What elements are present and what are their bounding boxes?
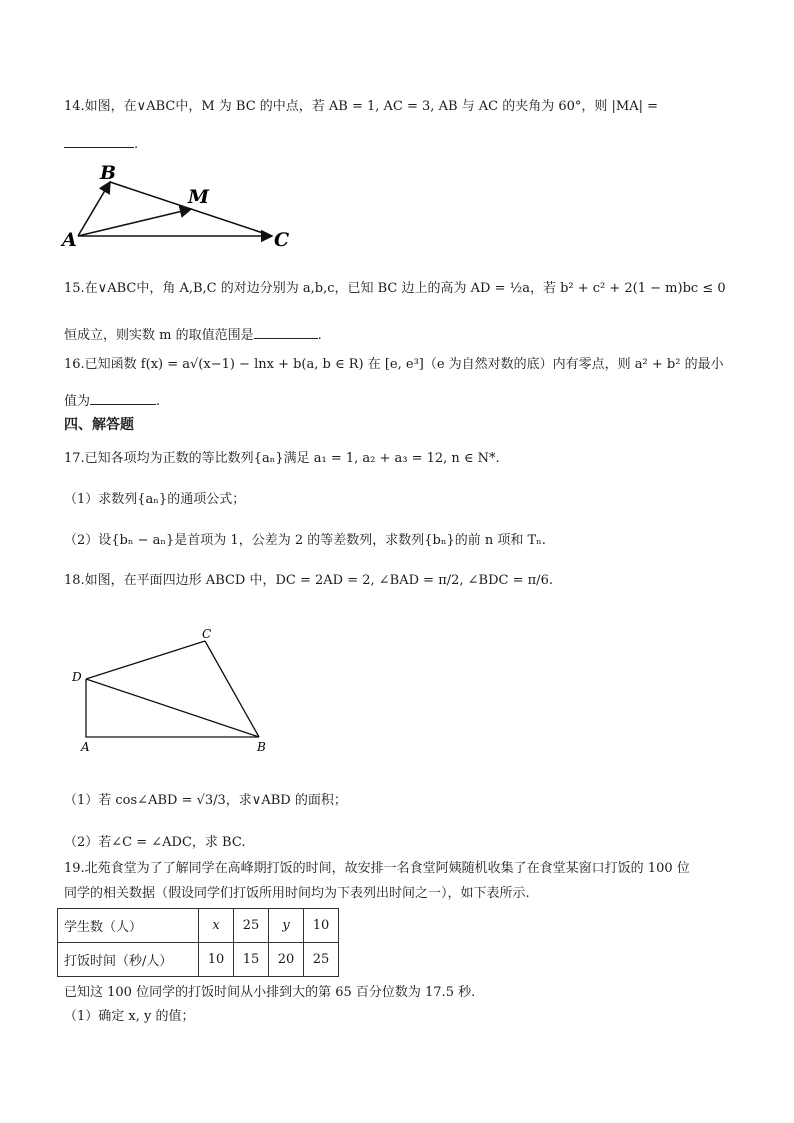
- q18-label-A: A: [81, 740, 90, 754]
- q15-stem: 15.在∨ABC中，角 A,B,C 的对边分别为 a,b,c，已知 BC 边上的高为 AD = ½a，若 b² + c² + 2(1 − m)bc ≤ 0: [64, 281, 726, 296]
- table-cell: 20: [269, 943, 304, 977]
- q14-triangle-figure: [58, 158, 298, 253]
- q14-stem: 14.如图，在∨ABC中，M 为 BC 的中点，若 AB = 1, AC = 3, AB 与 AC 的夹角为 60°，则 |MA| =: [64, 99, 659, 114]
- table-cell: 10: [304, 909, 339, 943]
- table-cell: 15: [234, 943, 269, 977]
- q18-segment-CB: [205, 641, 259, 737]
- q18-segment-DB: [86, 679, 259, 737]
- q18-label-D: D: [72, 670, 82, 684]
- q14-segment-AM: [78, 209, 191, 236]
- q18-label-B: B: [257, 740, 266, 754]
- q14-label-B: B: [100, 162, 117, 184]
- q18-segment-DC: [86, 641, 205, 679]
- q14-label-A: A: [62, 229, 77, 251]
- q16-stem-cont: 值为 .: [64, 391, 160, 411]
- section-heading: 四、解答题: [64, 417, 134, 433]
- q17-part1: （1）求数列{aₙ}的通项公式；: [64, 492, 246, 507]
- q18-label-C: C: [202, 627, 212, 641]
- q19-stem-cont: 同学的相关数据（假设同学们打饭所用时间均为下表列出时间之一），如下表所示.: [64, 886, 530, 901]
- q15-stem-cont: 恒成立，则实数 m 的取值范围是 .: [64, 325, 322, 345]
- table-cell: x: [199, 909, 234, 943]
- table-cell: y: [269, 909, 304, 943]
- q19-given-info: 已知这 100 位同学的打饭时间从小排到大的第 65 百分位数为 17.5 秒.: [64, 985, 476, 1000]
- q17-part2: （2）设{bₙ − aₙ}是首项为 1，公差为 2 的等差数列，求数列{bₙ}的前 n 项和 Tₙ.: [64, 533, 546, 548]
- q18-quadrilateral-figure: [68, 624, 278, 756]
- q19-stem: 19.北苑食堂为了了解同学在高峰期打饭的时间，故安排一名食堂阿姨随机收集了在食堂某窗口打饭的 100 位: [64, 861, 690, 876]
- q18-part1: （1）若 cos∠ABD = √3/3，求∨ABD 的面积；: [64, 793, 347, 808]
- q14-segment-AB: [78, 182, 110, 236]
- q18-part2: （2）若∠C = ∠ADC，求 BC.: [64, 835, 246, 850]
- table-cell: 25: [304, 943, 339, 977]
- q18-stem: 18.如图，在平面四边形 ABCD 中，DC = 2AD = 2, ∠BAD = π/2, ∠BDC = π/6.: [64, 573, 553, 588]
- table-cell: 25: [234, 909, 269, 943]
- q16-stem: 16.已知函数 f(x) = a√(x−1) − lnx + b(a, b ∈ R) 在 [e, e³]（e 为自然对数的底）内有零点，则 a² + b² 的最小: [64, 357, 724, 372]
- q19-data-table: [57, 908, 339, 977]
- q14-label-C: C: [274, 229, 290, 251]
- q14-answer-line: .: [64, 134, 138, 154]
- table-row-header: 打饭时间（秒/人）: [58, 943, 199, 977]
- q17-stem: 17.已知各项均为正数的等比数列{aₙ}满足 a₁ = 1, a₂ + a₃ = 12, n ∈ N*.: [64, 451, 500, 466]
- table-cell: 10: [199, 943, 234, 977]
- table-row: [58, 943, 339, 977]
- table-row: [58, 909, 339, 943]
- q14-label-M: M: [188, 186, 210, 208]
- q19-part1: （1）确定 x, y 的值；: [64, 1009, 195, 1024]
- table-row-header: 学生数（人）: [58, 909, 199, 943]
